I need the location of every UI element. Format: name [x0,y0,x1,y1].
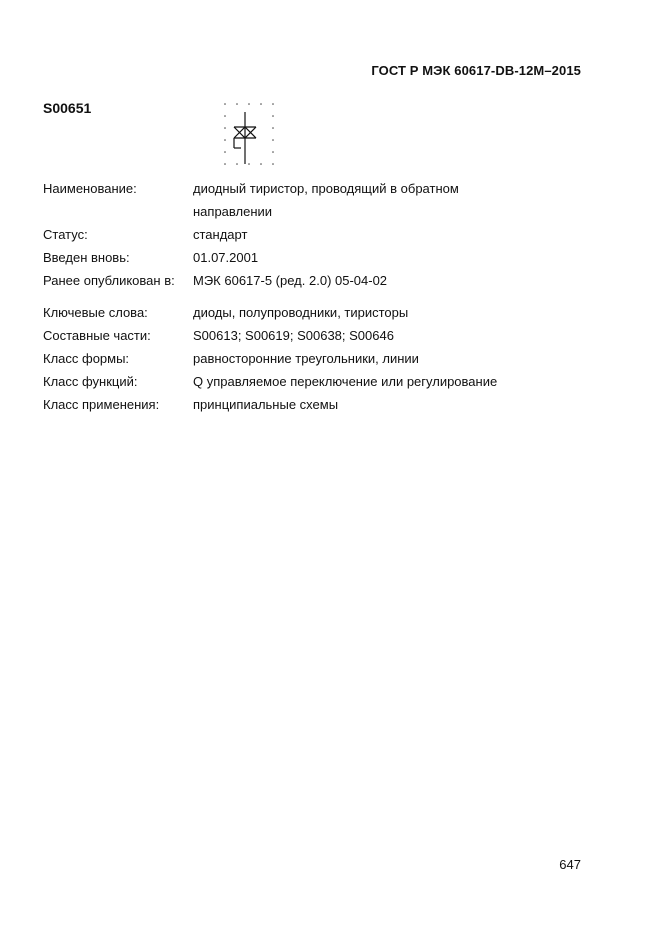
field-value: диоды, полупроводники, тиристоры [193,305,409,320]
field-label: Наименование: [43,181,137,196]
reverse-conducting-diode-thyristor-icon [219,98,279,173]
field-value: равносторонние треугольники, линии [193,351,419,366]
symbol-code: S00651 [43,100,92,116]
field-value: 01.07.2001 [193,250,259,265]
field-value-continuation: направлении [193,204,273,219]
field-value: МЭК 60617-5 (ред. 2.0) 05-04-02 [193,273,388,288]
page-number: 647 [559,857,581,872]
field-label: Введен вновь: [43,250,130,265]
field-label: Составные части: [43,328,151,343]
standard-header: ГОСТ Р МЭК 60617-DB-12M–2015 [371,63,581,78]
field-value: стандарт [193,227,248,242]
field-label: Класс функций: [43,374,138,389]
field-value: Q управляемое переключение или регулирование [193,374,498,389]
field-label: Ранее опубликован в: [43,273,175,288]
field-value: S00613; S00619; S00638; S00646 [193,328,394,343]
field-label: Ключевые слова: [43,305,148,320]
field-value: диодный тиристор, проводящий в обратном [193,181,459,196]
field-label: Статус: [43,227,88,242]
field-label: Класс формы: [43,351,130,366]
field-value: принципиальные схемы [193,397,339,412]
field-label: Класс применения: [43,397,160,412]
